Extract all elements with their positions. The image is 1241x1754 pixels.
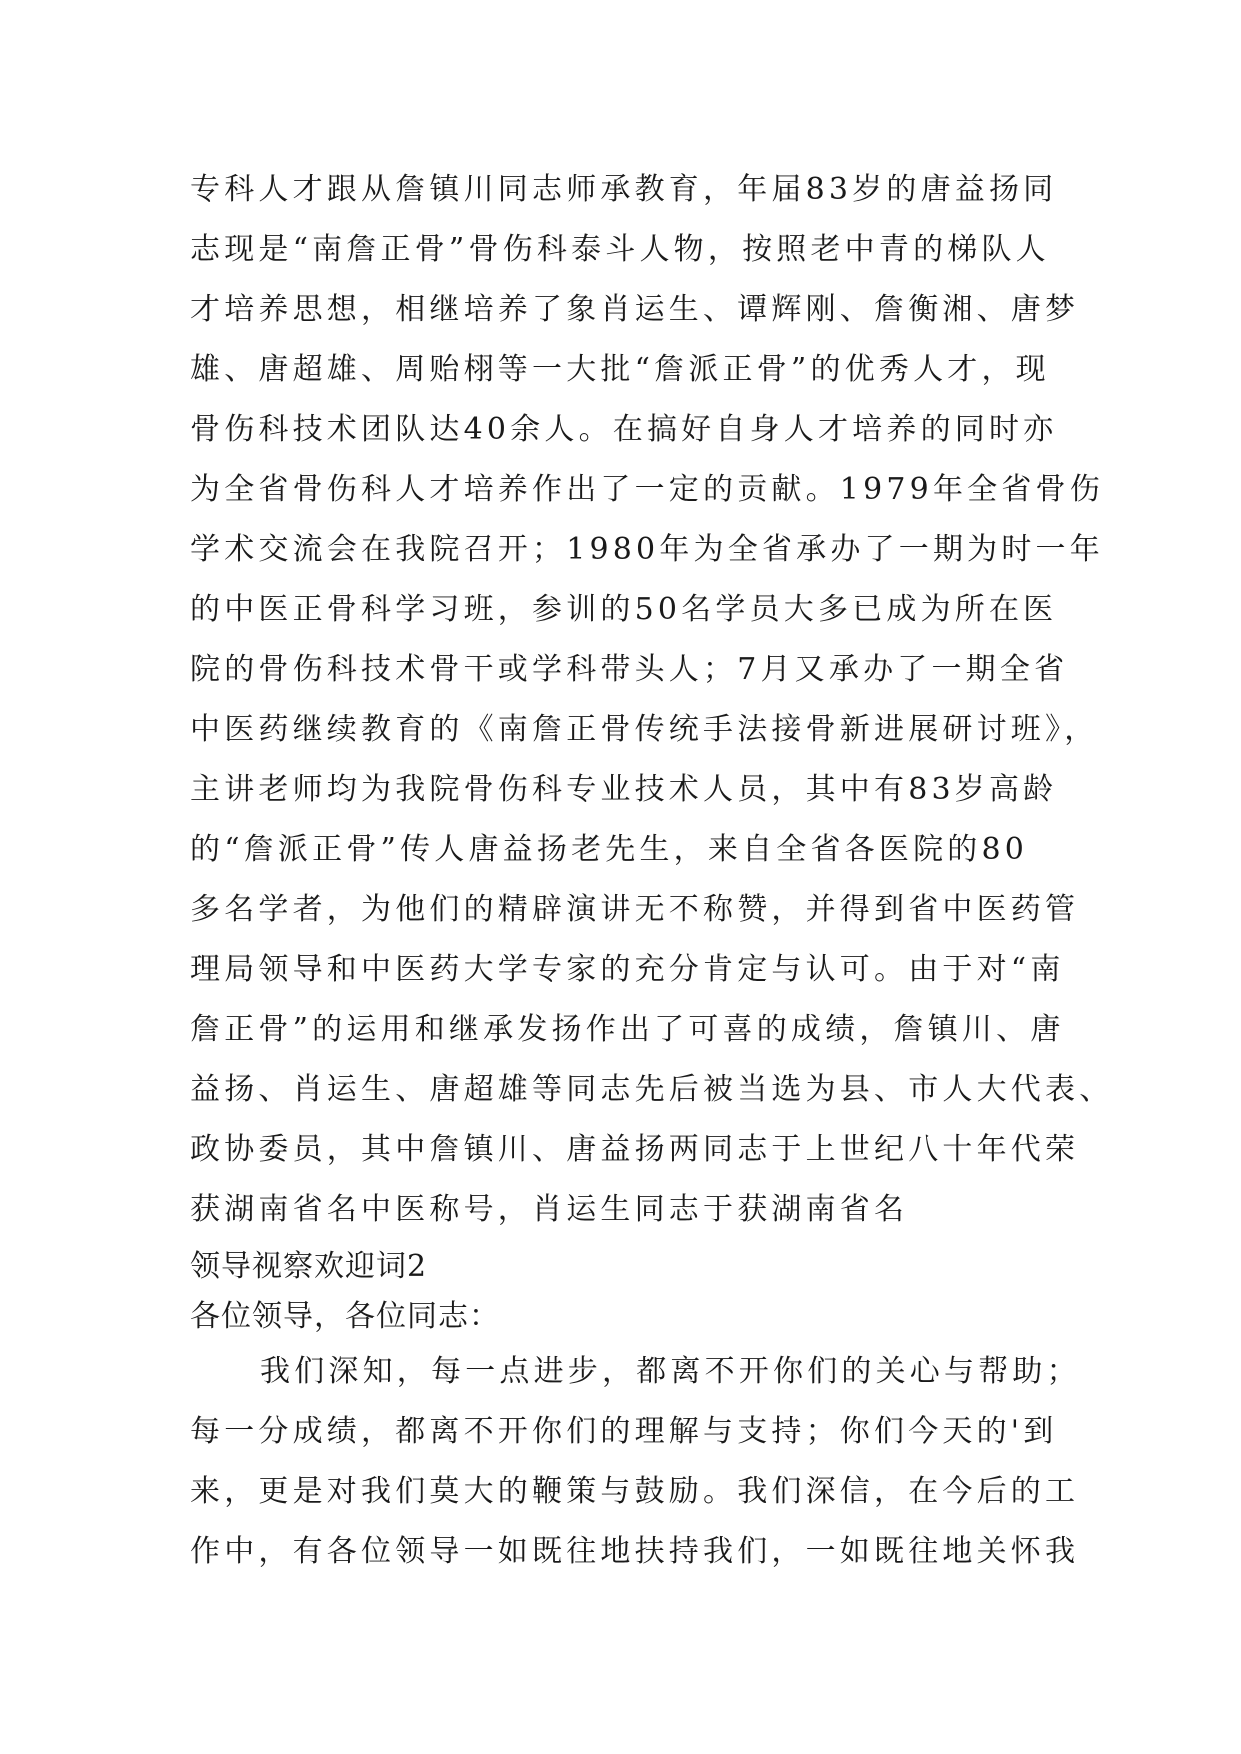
document-page — [190, 160, 1114, 1582]
text-line: 作中，有各位领导一如既往地扶持我们，一如既往地关怀我 — [190, 1534, 1080, 1569]
text-line: 专科人才跟从詹镇川同志师承教育，年届83岁的唐益扬同 — [190, 172, 1058, 207]
text-line: 骨伤科技术团队达40余人。在搞好自身人才培养的同时亦 — [190, 412, 1058, 447]
text-line: 中医药继续教育的《南詹正骨传统手法接骨新进展研讨班》， — [190, 712, 1099, 747]
text-line: 学术交流会在我院召开；1980年为全省承办了一期为时一年 — [190, 532, 1104, 567]
text-line: 才培养思想，相继培养了象肖运生、谭辉刚、詹衡湘、唐梦 — [190, 292, 1080, 327]
text-line: 院的骨伤科技术骨干或学科带头人；7月又承办了一期全省 — [190, 652, 1069, 687]
text-line: 获湖南省名中医称号，肖运生同志于获湖南省名 — [190, 1192, 909, 1227]
text-line: 主讲老师均为我院骨伤科专业技术人员，其中有83岁高龄 — [190, 772, 1058, 807]
text-line: 每一分成绩，都离不开你们的理解与支持；你们今天的'到 — [190, 1414, 1058, 1449]
salutation: 各位领导，各位同志： — [190, 1299, 500, 1334]
text-line: 来，更是对我们莫大的鞭策与鼓励。我们深信，在今后的工 — [190, 1474, 1080, 1509]
section-title: 领导视察欢迎词2 — [190, 1249, 428, 1284]
text-line: 益扬、肖运生、唐超雄等同志先后被当选为县、市人大代表、 — [190, 1072, 1114, 1107]
paragraph-2 — [190, 1342, 1090, 1582]
text-line: 我们深知，每一点进步，都离不开你们的关心与帮助； — [260, 1354, 1081, 1389]
text-line: 多名学者，为他们的精辟演讲无不称赞，并得到省中医药管 — [190, 892, 1080, 927]
paragraph-1 — [190, 160, 1114, 1240]
text-line: 为全省骨伤科人才培养作出了一定的贡献。1979年全省骨伤 — [190, 472, 1104, 507]
text-line: 政协委员，其中詹镇川、唐益扬两同志于上世纪八十年代荣 — [190, 1132, 1080, 1167]
text-line: 雄、唐超雄、周贻栩等一大批“詹派正骨”的优秀人才，现 — [190, 352, 1050, 387]
text-line: 的“詹派正骨”传人唐益扬老先生，来自全省各医院的80 — [190, 832, 1029, 867]
text-line: 志现是“南詹正骨”骨伤科泰斗人物，按照老中青的梯队人 — [190, 232, 1050, 267]
text-line: 詹正骨”的运用和继承发扬作出了可喜的成绩，詹镇川、唐 — [190, 1012, 1065, 1047]
text-line: 理局领导和中医药大学专家的充分肯定与认可。由于对“南 — [190, 952, 1065, 987]
text-line: 的中医正骨科学习班，参训的50名学员大多已成为所在医 — [190, 592, 1058, 627]
